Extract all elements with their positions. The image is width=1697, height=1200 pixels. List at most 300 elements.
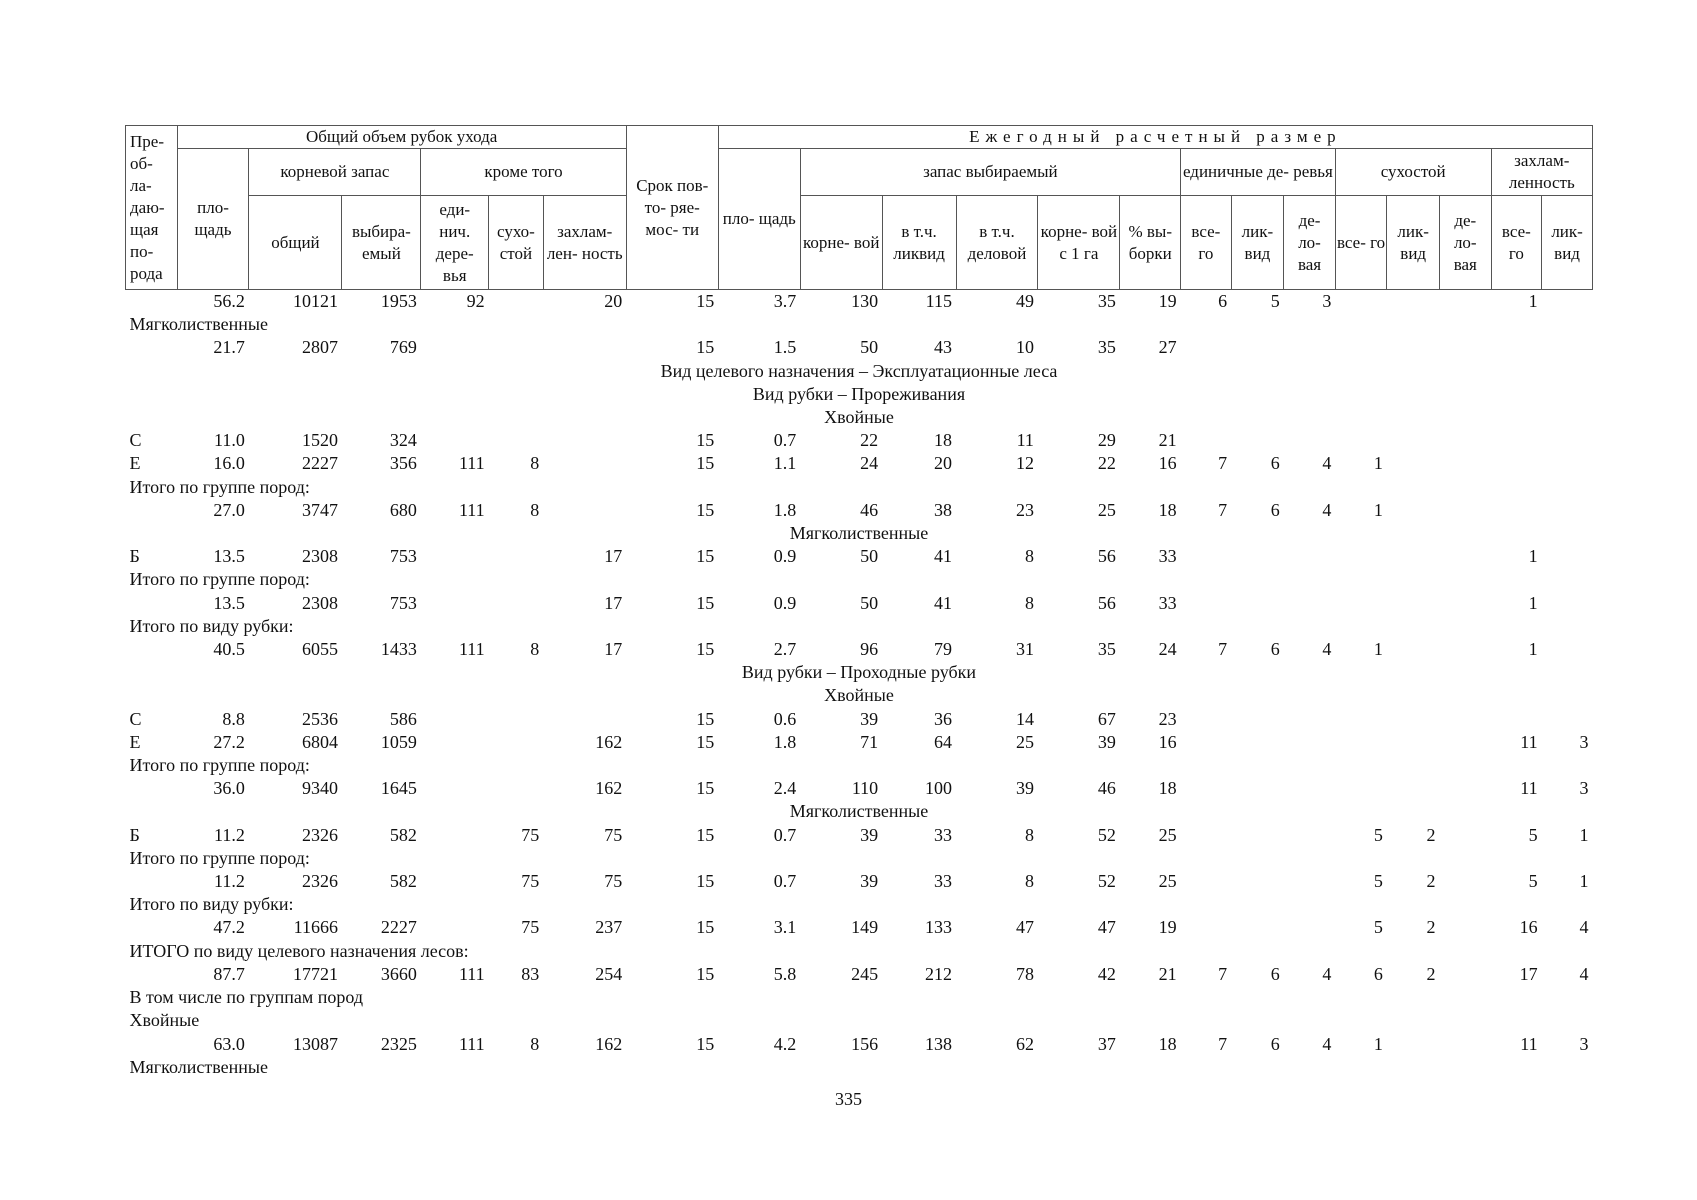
table-cell: 8 xyxy=(1024,824,1034,845)
table-cell: 27 xyxy=(1158,337,1177,358)
table-cell: 11 xyxy=(1520,1033,1538,1054)
table-cell xyxy=(1335,708,1387,731)
table-cell: 6 xyxy=(1270,639,1280,660)
table-cell xyxy=(1284,545,1336,568)
row-species xyxy=(126,336,178,359)
table-cell: 0.7 xyxy=(773,430,797,451)
table-cell: 3 xyxy=(1579,731,1589,752)
table-cell: 11 xyxy=(1016,430,1034,451)
table-row xyxy=(126,963,1593,986)
group-label: Итого по группе пород: xyxy=(129,476,310,497)
table-cell: 25 xyxy=(1158,824,1177,845)
table-cell: 3 xyxy=(1322,291,1332,311)
group-label: Мягколиственные xyxy=(129,314,268,335)
table-cell: 2 xyxy=(1426,824,1436,845)
table-cell xyxy=(1542,638,1593,661)
table-cell xyxy=(1439,731,1491,754)
table-cell xyxy=(1335,336,1387,359)
table-cell xyxy=(421,824,489,847)
table-cell: 111 xyxy=(458,499,485,520)
table-cell: 4 xyxy=(1322,1033,1332,1054)
table-cell xyxy=(1542,592,1593,615)
group-label: Итого по группе пород: xyxy=(129,847,310,868)
table-cell xyxy=(1439,545,1491,568)
table-cell: 23 xyxy=(1015,499,1034,520)
table-cell: 7 xyxy=(1218,453,1228,474)
table-cell xyxy=(1439,963,1491,986)
table-cell xyxy=(1181,916,1232,939)
table-cell xyxy=(489,731,544,754)
row-species: Б xyxy=(129,546,140,567)
table-cell: 18 xyxy=(1158,778,1177,799)
table-cell: 22 xyxy=(1097,453,1116,474)
table-cell: 18 xyxy=(934,430,952,451)
table-cell: 21 xyxy=(1158,963,1177,984)
group-label: Итого по группе пород: xyxy=(129,569,310,590)
table-cell: 3660 xyxy=(380,963,417,984)
table-cell: 15 xyxy=(696,499,715,520)
header-besides: кроме того xyxy=(421,149,626,196)
table-cell: 1 xyxy=(1373,639,1383,660)
table-cell: 0.6 xyxy=(773,708,797,729)
table-cell xyxy=(1231,870,1284,893)
table-cell xyxy=(1181,824,1232,847)
table-cell xyxy=(489,429,544,452)
row-species xyxy=(126,916,178,939)
table-row xyxy=(126,1033,1593,1056)
table-cell: 15 xyxy=(696,871,715,892)
table-cell xyxy=(543,499,626,522)
table-cell xyxy=(1387,638,1440,661)
table-cell: 10121 xyxy=(292,291,338,311)
table-cell: 7 xyxy=(1218,639,1228,660)
table-row xyxy=(126,545,1593,568)
table-cell: 6804 xyxy=(301,731,338,752)
table-cell xyxy=(1439,870,1491,893)
table-cell: 4 xyxy=(1322,453,1332,474)
table-cell xyxy=(1491,499,1542,522)
table-cell: 753 xyxy=(389,592,417,613)
section-heading-row xyxy=(126,360,1593,383)
table-cell: 11.0 xyxy=(214,430,245,451)
table-cell: 50 xyxy=(860,592,879,613)
table-cell xyxy=(421,870,489,893)
header-dead-group: сухостой xyxy=(1335,149,1491,196)
table-cell: 15 xyxy=(696,592,715,613)
table-cell: 2308 xyxy=(301,546,338,567)
table-cell xyxy=(489,592,544,615)
table-cell: 8 xyxy=(530,453,540,474)
header-annual-size: Ежегодный расчетный размер xyxy=(718,126,1592,149)
table-cell: 8 xyxy=(530,499,540,520)
table-cell: 12 xyxy=(1015,453,1034,474)
header-single-business: де- ло- вая xyxy=(1284,196,1336,290)
table-cell: 3 xyxy=(1579,1033,1589,1054)
table-cell: 15 xyxy=(696,453,715,474)
table-cell: 75 xyxy=(604,871,623,892)
table-cell: 586 xyxy=(389,708,417,729)
table-cell: 111 xyxy=(458,453,485,474)
table-cell: 1 xyxy=(1528,291,1538,311)
group-label-row xyxy=(126,940,1593,963)
table-cell: 753 xyxy=(389,546,417,567)
table-cell xyxy=(1439,708,1491,731)
table-cell: 39 xyxy=(1015,778,1034,799)
table-cell: 56 xyxy=(1097,592,1116,613)
table-cell: 0.9 xyxy=(773,592,797,613)
table-cell xyxy=(1542,429,1593,452)
table-cell: 25 xyxy=(1158,871,1177,892)
header-incl-liquid: в т.ч. ликвид xyxy=(882,196,956,290)
table-row xyxy=(126,499,1593,522)
table-cell xyxy=(1284,708,1336,731)
table-cell xyxy=(1335,290,1387,314)
table-cell: 8.8 xyxy=(222,708,245,729)
table-cell xyxy=(1387,545,1440,568)
table-cell: 769 xyxy=(389,337,417,358)
table-cell: 100 xyxy=(925,778,952,799)
table-cell: 47.2 xyxy=(213,917,245,938)
table-cell: 2 xyxy=(1426,963,1436,984)
table-cell: 16 xyxy=(1519,917,1538,938)
table-cell xyxy=(543,336,626,359)
header-pct-selection: % вы- борки xyxy=(1120,196,1181,290)
table-cell xyxy=(1542,290,1593,314)
table-cell: 18 xyxy=(1158,499,1177,520)
table-body xyxy=(126,290,1593,1079)
table-cell: 130 xyxy=(851,291,879,311)
table-cell: 2536 xyxy=(301,708,338,729)
table-cell xyxy=(1335,731,1387,754)
table-cell: 39 xyxy=(860,824,879,845)
table-cell: 75 xyxy=(521,917,540,938)
table-cell: 1 xyxy=(1528,592,1538,613)
table-cell: 15 xyxy=(696,731,715,752)
table-cell: 38 xyxy=(934,499,952,520)
table-cell: 46 xyxy=(860,499,879,520)
table-cell: 43 xyxy=(934,337,952,358)
table-cell: 1 xyxy=(1373,499,1383,520)
table-cell xyxy=(1284,731,1336,754)
table-cell: 6 xyxy=(1270,499,1280,520)
table-cell: 324 xyxy=(389,430,417,451)
table-cell: 8 xyxy=(530,639,540,660)
table-cell: 245 xyxy=(851,963,879,984)
row-species: С xyxy=(129,430,142,451)
table-cell: 110 xyxy=(851,778,879,799)
table-cell: 156 xyxy=(851,1033,879,1054)
table-cell: 237 xyxy=(595,917,623,938)
table-cell xyxy=(1387,592,1440,615)
row-species xyxy=(126,1033,178,1056)
table-cell: 6 xyxy=(1373,963,1383,984)
table-cell: 15 xyxy=(696,778,715,799)
table-cell: 2325 xyxy=(380,1033,417,1054)
table-cell: 15 xyxy=(696,824,715,845)
table-cell: 75 xyxy=(604,824,623,845)
table-cell: 582 xyxy=(389,824,417,845)
table-cell: 4 xyxy=(1579,963,1589,984)
row-species xyxy=(126,592,178,615)
table-cell: 40.5 xyxy=(213,639,245,660)
table-cell: 75 xyxy=(521,824,540,845)
table-cell xyxy=(1231,777,1284,800)
table-cell: 47 xyxy=(1015,917,1034,938)
table-cell: 2326 xyxy=(301,824,338,845)
table-cell xyxy=(421,777,489,800)
group-label: Итого по виду рубки: xyxy=(129,615,294,636)
table-cell: 37 xyxy=(1097,1033,1116,1054)
table-cell: 56.2 xyxy=(213,291,245,311)
table-cell: 64 xyxy=(934,731,952,752)
table-cell: 21 xyxy=(1158,430,1177,451)
table-row xyxy=(126,777,1593,800)
group-label-row xyxy=(126,754,1593,777)
table-cell: 5 xyxy=(1528,871,1538,892)
table-cell xyxy=(1439,452,1491,475)
table-cell xyxy=(1335,429,1387,452)
table-cell: 582 xyxy=(389,871,417,892)
row-species: С xyxy=(129,708,142,729)
table-cell: 11 xyxy=(1520,731,1538,752)
table-cell xyxy=(1181,731,1232,754)
table-cell: 62 xyxy=(1015,1033,1034,1054)
table-cell xyxy=(1542,336,1593,359)
table-cell: 1059 xyxy=(380,731,417,752)
header-incl-business: в т.ч. деловой xyxy=(956,196,1038,290)
table-row xyxy=(126,429,1593,452)
row-species: Е xyxy=(129,453,141,474)
table-cell: 2 xyxy=(1426,871,1436,892)
header-stock-total: общий xyxy=(249,196,342,290)
section-heading-row xyxy=(126,661,1593,684)
table-row xyxy=(126,708,1593,731)
table-cell: 11.2 xyxy=(214,871,245,892)
table-cell xyxy=(489,545,544,568)
table-cell xyxy=(1284,429,1336,452)
group-label: Мягколиственные xyxy=(129,1056,268,1077)
section-heading: Хвойные xyxy=(824,685,894,706)
table-cell: 31 xyxy=(1015,639,1034,660)
table-cell: 2.4 xyxy=(773,778,797,799)
table-cell: 4 xyxy=(1322,499,1332,520)
table-cell xyxy=(1231,708,1284,731)
table-cell: 11.2 xyxy=(214,824,245,845)
table-row xyxy=(126,452,1593,475)
header-dead-total: все- го xyxy=(1335,196,1387,290)
table-cell: 5 xyxy=(1528,824,1538,845)
table-row xyxy=(126,824,1593,847)
table-cell: 3.1 xyxy=(773,917,797,938)
table-header xyxy=(126,126,1593,290)
table-cell xyxy=(421,336,489,359)
table-cell: 13087 xyxy=(292,1033,338,1054)
table-cell: 63.0 xyxy=(213,1033,245,1054)
table-cell: 356 xyxy=(389,453,417,474)
table-cell: 39 xyxy=(860,871,879,892)
table-cell: 9340 xyxy=(301,778,338,799)
table-cell: 13.5 xyxy=(213,592,245,613)
header-dead-wood: сухо- стой xyxy=(489,196,544,290)
table-cell: 17 xyxy=(604,546,623,567)
table-cell: 15 xyxy=(696,708,715,729)
table-cell: 22 xyxy=(860,430,879,451)
table-cell: 35 xyxy=(1097,291,1116,311)
table-cell: 1953 xyxy=(380,291,417,311)
table-cell: 75 xyxy=(521,871,540,892)
table-cell: 33 xyxy=(934,824,952,845)
table-cell: 2227 xyxy=(380,917,417,938)
table-cell: 27.2 xyxy=(213,731,245,752)
table-cell: 1.8 xyxy=(773,731,797,752)
table-cell: 6 xyxy=(1270,453,1280,474)
header-annual-area: пло- щадь xyxy=(718,149,800,290)
table-cell xyxy=(1387,452,1440,475)
table-cell: 3 xyxy=(1579,778,1589,799)
table-cell xyxy=(1491,336,1542,359)
table-cell xyxy=(489,777,544,800)
table-cell: 5 xyxy=(1270,291,1280,311)
header-total-volume: Общий объем рубок ухода xyxy=(177,126,626,149)
section-heading-row xyxy=(126,383,1593,406)
table-cell: 17721 xyxy=(292,963,338,984)
table-cell: 7 xyxy=(1218,499,1228,520)
table-cell xyxy=(1284,824,1336,847)
row-species: Е xyxy=(129,731,141,752)
table-cell xyxy=(1439,1033,1491,1056)
table-cell: 49 xyxy=(1015,291,1034,311)
table-cell xyxy=(1231,429,1284,452)
header-root-stock: корневой запас xyxy=(249,149,421,196)
table-cell: 8 xyxy=(1024,546,1034,567)
table-cell xyxy=(1231,545,1284,568)
table-cell: 0.9 xyxy=(773,546,797,567)
table-cell: 35 xyxy=(1097,337,1116,358)
table-cell: 10 xyxy=(1015,337,1034,358)
table-cell: 17 xyxy=(604,639,623,660)
table-cell: 13.5 xyxy=(213,546,245,567)
section-heading-row xyxy=(126,522,1593,545)
table-cell xyxy=(1231,336,1284,359)
table-cell: 33 xyxy=(1158,546,1177,567)
table-cell xyxy=(1181,592,1232,615)
header-species: Пре- об- ла- даю- щая по- рода xyxy=(126,126,178,290)
row-species: Б xyxy=(129,824,140,845)
table-cell xyxy=(421,429,489,452)
table-cell xyxy=(1439,638,1491,661)
table-cell: 25 xyxy=(1015,731,1034,752)
table-cell: 16 xyxy=(1158,453,1177,474)
table-cell: 36 xyxy=(934,708,952,729)
table-cell: 15 xyxy=(696,963,715,984)
group-label: Итого по группе пород: xyxy=(129,755,310,776)
table-cell: 50 xyxy=(860,337,879,358)
header-selected-stock: запас выбираемый xyxy=(800,149,1180,196)
table-cell: 24 xyxy=(1158,639,1177,660)
table-cell: 71 xyxy=(860,731,879,752)
table-cell: 1 xyxy=(1579,871,1589,892)
table-cell xyxy=(1231,592,1284,615)
table-cell xyxy=(1335,592,1387,615)
table-cell: 133 xyxy=(925,917,952,938)
group-label-row xyxy=(126,986,1593,1009)
table-cell: 8 xyxy=(1024,592,1034,613)
table-cell xyxy=(1439,777,1491,800)
forestry-table-container xyxy=(125,125,1593,1079)
table-cell: 1520 xyxy=(301,430,338,451)
table-cell xyxy=(1231,916,1284,939)
table-cell: 6 xyxy=(1270,963,1280,984)
table-cell xyxy=(1387,1033,1440,1056)
table-row xyxy=(126,638,1593,661)
table-cell: 1 xyxy=(1528,639,1538,660)
table-cell: 15 xyxy=(696,546,715,567)
table-cell: 33 xyxy=(1158,592,1177,613)
section-heading: Вид рубки – Проходные рубки xyxy=(741,662,977,683)
section-heading: Мягколиственные xyxy=(789,801,929,822)
table-row xyxy=(126,336,1593,359)
table-cell xyxy=(1181,870,1232,893)
table-cell: 2 xyxy=(1426,917,1436,938)
table-cell xyxy=(421,916,489,939)
table-cell: 111 xyxy=(458,963,485,984)
table-cell: 2807 xyxy=(301,337,338,358)
table-cell xyxy=(1335,777,1387,800)
table-cell: 3.7 xyxy=(773,291,797,311)
row-species xyxy=(126,777,178,800)
table-cell: 17 xyxy=(1519,963,1538,984)
row-species xyxy=(126,870,178,893)
table-cell: 8 xyxy=(530,1033,540,1054)
table-cell: 1.8 xyxy=(773,499,797,520)
header-area: пло- щадь xyxy=(177,149,249,290)
table-cell xyxy=(421,545,489,568)
table-cell xyxy=(1439,336,1491,359)
section-heading: Вид рубки – Прореживания xyxy=(752,383,966,404)
table-cell: 0.7 xyxy=(773,871,797,892)
table-cell: 33 xyxy=(934,871,952,892)
table-cell: 35 xyxy=(1097,639,1116,660)
header-litter-total: все- го xyxy=(1491,196,1542,290)
table-cell: 11 xyxy=(1520,778,1538,799)
section-heading-row xyxy=(126,684,1593,707)
table-row xyxy=(126,290,1593,314)
table-cell: 19 xyxy=(1158,917,1177,938)
header-term: Срок пов- то- ряе- мос- ти xyxy=(626,126,718,290)
table-cell xyxy=(1439,824,1491,847)
group-label-row xyxy=(126,1056,1593,1079)
table-cell xyxy=(489,708,544,731)
table-cell: 2227 xyxy=(301,453,338,474)
table-cell: 20 xyxy=(934,453,952,474)
table-cell xyxy=(1491,708,1542,731)
table-cell: 17 xyxy=(604,592,623,613)
table-cell: 39 xyxy=(860,708,879,729)
table-cell xyxy=(1439,290,1491,314)
table-cell xyxy=(489,290,544,314)
table-cell xyxy=(1181,545,1232,568)
header-dead-business: де- ло- вая xyxy=(1439,196,1491,290)
group-label-row xyxy=(126,893,1593,916)
table-cell: 52 xyxy=(1097,871,1116,892)
table-cell: 56 xyxy=(1097,546,1116,567)
table-cell xyxy=(1181,429,1232,452)
table-cell: 4 xyxy=(1579,917,1589,938)
table-cell: 79 xyxy=(934,639,952,660)
table-cell: 5 xyxy=(1373,917,1383,938)
table-cell xyxy=(1387,731,1440,754)
row-species xyxy=(126,963,178,986)
